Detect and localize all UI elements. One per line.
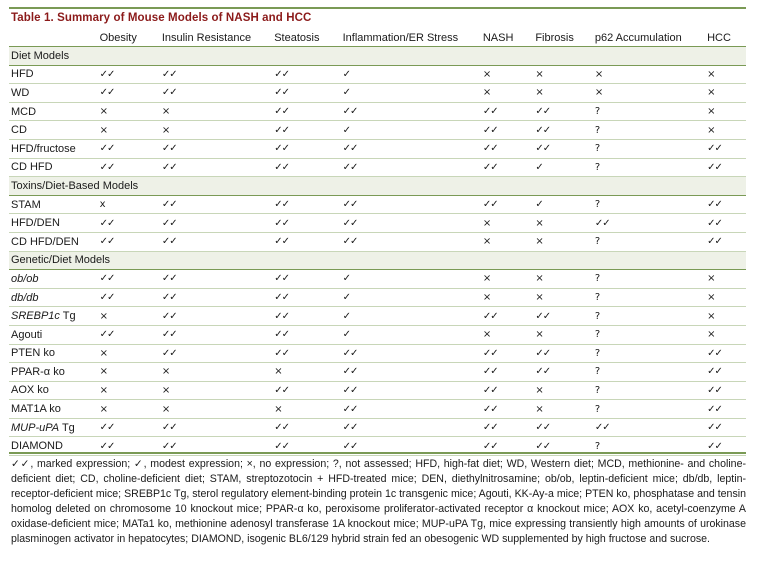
cell-value: ✓ xyxy=(533,158,593,177)
model-name: db/db xyxy=(9,288,98,307)
cell-value: ✓✓ xyxy=(272,139,340,158)
cell-value: ✓✓ xyxy=(341,195,481,214)
cell-value: ✓✓ xyxy=(341,400,481,419)
section-row xyxy=(9,251,746,270)
cell-value: × xyxy=(481,325,533,344)
table-row xyxy=(9,307,746,326)
cell-value: × xyxy=(705,102,746,121)
cell-value: ✓✓ xyxy=(481,381,533,400)
cell-value: × xyxy=(533,232,593,251)
cell-value: ✓✓ xyxy=(481,307,533,326)
cell-value: ✓✓ xyxy=(705,195,746,214)
model-name: Agouti xyxy=(9,325,98,344)
cell-value: ✓✓ xyxy=(160,214,272,233)
table-row xyxy=(9,158,746,177)
cell-value: × xyxy=(98,400,160,419)
cell-value: ✓✓ xyxy=(533,121,593,140)
cell-value: ✓✓ xyxy=(160,158,272,177)
cell-value: ✓✓ xyxy=(160,232,272,251)
cell-value: ✓✓ xyxy=(705,418,746,437)
cell-value: ✓✓ xyxy=(272,418,340,437)
cell-value: × xyxy=(481,65,533,84)
section-label: Genetic/Diet Models xyxy=(9,251,746,270)
table-row xyxy=(9,195,746,214)
cell-value: × xyxy=(533,400,593,419)
table-row xyxy=(9,214,746,233)
cell-value: ✓✓ xyxy=(98,232,160,251)
cell-value: ? xyxy=(593,381,705,400)
cell-value: ? xyxy=(593,307,705,326)
cell-value: ✓✓ xyxy=(481,363,533,382)
cell-value: ✓✓ xyxy=(272,325,340,344)
table-row xyxy=(9,121,746,140)
model-name: MAT1A ko xyxy=(9,400,98,419)
model-name: MCD xyxy=(9,102,98,121)
cell-value: ? xyxy=(593,139,705,158)
mouse-models-table xyxy=(9,29,746,456)
column-header xyxy=(9,29,98,47)
cell-value: ✓✓ xyxy=(160,139,272,158)
cell-value: ✓✓ xyxy=(705,437,746,456)
cell-value: × xyxy=(533,84,593,103)
cell-value: ✓✓ xyxy=(272,102,340,121)
cell-value: ✓✓ xyxy=(272,84,340,103)
cell-value: ✓ xyxy=(341,270,481,289)
cell-value: ✓✓ xyxy=(160,418,272,437)
cell-value: ✓✓ xyxy=(341,344,481,363)
cell-value: ? xyxy=(593,344,705,363)
cell-value: × xyxy=(533,381,593,400)
model-name: SREBP1c Tg xyxy=(9,307,98,326)
cell-value: ✓✓ xyxy=(98,158,160,177)
table-row xyxy=(9,84,746,103)
model-name: HFD xyxy=(9,65,98,84)
model-name: STAM xyxy=(9,195,98,214)
cell-value: ✓✓ xyxy=(481,437,533,456)
cell-value: ✓✓ xyxy=(98,65,160,84)
cell-value: × xyxy=(705,121,746,140)
cell-value: × xyxy=(705,84,746,103)
model-name: MUP-uPA Tg xyxy=(9,418,98,437)
cell-value: ✓✓ xyxy=(272,437,340,456)
cell-value: × xyxy=(533,214,593,233)
model-name: WD xyxy=(9,84,98,103)
column-header: Inflammation/ER Stress xyxy=(341,29,481,47)
cell-value: ✓✓ xyxy=(98,84,160,103)
table-row xyxy=(9,102,746,121)
cell-value: × xyxy=(98,381,160,400)
model-name: CD HFD xyxy=(9,158,98,177)
cell-value: × xyxy=(160,400,272,419)
cell-value: ✓✓ xyxy=(341,363,481,382)
cell-value: ✓✓ xyxy=(341,214,481,233)
cell-value: ✓✓ xyxy=(481,139,533,158)
model-name: AOX ko xyxy=(9,381,98,400)
table-row xyxy=(9,344,746,363)
cell-value: ✓✓ xyxy=(533,344,593,363)
cell-value: × xyxy=(98,344,160,363)
cell-value: ✓✓ xyxy=(533,102,593,121)
cell-value: ? xyxy=(593,232,705,251)
cell-value: ✓✓ xyxy=(705,400,746,419)
model-name: CD HFD/DEN xyxy=(9,232,98,251)
cell-value: ✓✓ xyxy=(533,139,593,158)
cell-value: ✓✓ xyxy=(272,381,340,400)
cell-value: × xyxy=(533,325,593,344)
column-header: p62 Accumulation xyxy=(593,29,705,47)
cell-value: ? xyxy=(593,325,705,344)
cell-value: × xyxy=(98,363,160,382)
cell-value: × xyxy=(481,288,533,307)
cell-value: ✓ xyxy=(341,325,481,344)
cell-value: ✓ xyxy=(533,195,593,214)
cell-value: ✓✓ xyxy=(272,288,340,307)
table-row xyxy=(9,288,746,307)
cell-value: ✓✓ xyxy=(98,270,160,289)
cell-value: ✓✓ xyxy=(341,418,481,437)
cell-value: ✓ xyxy=(341,307,481,326)
cell-value: ✓✓ xyxy=(272,158,340,177)
cell-value: ✓✓ xyxy=(341,102,481,121)
cell-value: ✓✓ xyxy=(481,195,533,214)
cell-value: ✓✓ xyxy=(341,158,481,177)
cell-value: × xyxy=(160,363,272,382)
cell-value: ✓✓ xyxy=(160,195,272,214)
footnote-text: ✓✓, marked expression; ✓, modest expression; ×, no expression; ?, not assessed; HFD, high-fat diet; WD, Western diet; MCD, methionine- and choline-deficient diet; CD, choline-deficient diet; STAM, streptozotocin + HFD-treated mice; DEN, diethylnitrosamine; ob/ob, leptin-deficient mice; db/db, leptin-receptor-deficient mice; SREBP1c Tg, sterol regulatory element-binding protein 1c transgenic mice; Agouti, KK-Ay-a mice; PTEN ko, phosphatase and tensin homolog deleted on chromosome 10 knockout mice; PPAR-α ko, peroxisome proliferator-activated receptor α knockout mice; AOX ko, acetyl-coenzyme A oxidase-deficient mice; MATa1 ko, methionine adenosyl transferase 1A knockout mice; MUP-uPA Tg, mice expressing transiently high amounts of urokinase plasminogen activator in hepatocytes; DIAMOND, isogenic BL6/129 hybrid strain fed an obesogenic WD supplemented by high fructose and sucrose. xyxy=(11,458,746,545)
cell-value: × xyxy=(98,307,160,326)
cell-value: ✓✓ xyxy=(160,65,272,84)
cell-value: ✓ xyxy=(341,121,481,140)
cell-value: ✓✓ xyxy=(341,381,481,400)
cell-value: ✓✓ xyxy=(593,418,705,437)
cell-value: ✓✓ xyxy=(98,214,160,233)
cell-value: × xyxy=(533,288,593,307)
cell-value: ✓✓ xyxy=(98,418,160,437)
cell-value: ✓✓ xyxy=(272,270,340,289)
section-label: Toxins/Diet-Based Models xyxy=(9,177,746,196)
table-row xyxy=(9,325,746,344)
header-row xyxy=(9,29,746,47)
cell-value: × xyxy=(533,270,593,289)
section-label: Diet Models xyxy=(9,47,746,66)
cell-value: ✓✓ xyxy=(160,307,272,326)
table-row xyxy=(9,363,746,382)
column-header: Insulin Resistance xyxy=(160,29,272,47)
cell-value: ✓✓ xyxy=(705,158,746,177)
cell-value: ? xyxy=(593,400,705,419)
cell-value: ✓✓ xyxy=(341,139,481,158)
cell-value: × xyxy=(272,400,340,419)
cell-value: ✓✓ xyxy=(481,102,533,121)
cell-value: ✓✓ xyxy=(533,437,593,456)
cell-value: × xyxy=(481,270,533,289)
cell-value: ? xyxy=(593,363,705,382)
cell-value: ✓✓ xyxy=(341,232,481,251)
cell-value: ✓✓ xyxy=(98,325,160,344)
cell-value: ✓✓ xyxy=(160,325,272,344)
table-row xyxy=(9,400,746,419)
cell-value: ? xyxy=(593,195,705,214)
cell-value: x xyxy=(98,195,160,214)
cell-value: ✓✓ xyxy=(272,307,340,326)
column-header: NASH xyxy=(481,29,533,47)
model-name: HFD/DEN xyxy=(9,214,98,233)
cell-value: × xyxy=(98,121,160,140)
cell-value: ? xyxy=(593,437,705,456)
cell-value: ? xyxy=(593,270,705,289)
column-header: HCC xyxy=(705,29,746,47)
cell-value: × xyxy=(593,65,705,84)
cell-value: ✓✓ xyxy=(272,195,340,214)
table-row xyxy=(9,139,746,158)
column-header: Fibrosis xyxy=(533,29,593,47)
cell-value: × xyxy=(160,121,272,140)
cell-value: × xyxy=(481,232,533,251)
cell-value: ✓✓ xyxy=(272,65,340,84)
cell-value: × xyxy=(160,381,272,400)
cell-value: ✓✓ xyxy=(272,344,340,363)
table-row xyxy=(9,381,746,400)
cell-value: ✓✓ xyxy=(593,214,705,233)
cell-value: × xyxy=(705,288,746,307)
cell-value: ? xyxy=(593,288,705,307)
cell-value: ✓✓ xyxy=(481,158,533,177)
cell-value: ✓✓ xyxy=(160,84,272,103)
footnote xyxy=(11,457,746,547)
cell-value: × xyxy=(272,363,340,382)
column-header: Steatosis xyxy=(272,29,340,47)
model-name: ob/ob xyxy=(9,270,98,289)
cell-value: ✓✓ xyxy=(705,232,746,251)
table-row xyxy=(9,232,746,251)
table-title: Table 1. Summary of Mouse Models of NASH and HCC xyxy=(11,12,312,24)
cell-value: ✓✓ xyxy=(705,139,746,158)
model-name: PTEN ko xyxy=(9,344,98,363)
cell-value: × xyxy=(705,65,746,84)
table-row xyxy=(9,65,746,84)
cell-value: ✓✓ xyxy=(533,363,593,382)
top-rule xyxy=(9,7,746,9)
cell-value: ✓✓ xyxy=(98,139,160,158)
cell-value: × xyxy=(481,84,533,103)
table-row xyxy=(9,418,746,437)
cell-value: ✓✓ xyxy=(533,307,593,326)
cell-value: × xyxy=(98,102,160,121)
cell-value: ✓✓ xyxy=(272,121,340,140)
cell-value: ✓✓ xyxy=(705,214,746,233)
cell-value: ✓✓ xyxy=(341,437,481,456)
cell-value: × xyxy=(593,84,705,103)
bottom-rule xyxy=(9,452,746,454)
cell-value: ✓✓ xyxy=(481,344,533,363)
model-name: PPAR-α ko xyxy=(9,363,98,382)
cell-value: × xyxy=(160,102,272,121)
cell-value: ✓✓ xyxy=(160,288,272,307)
cell-value: ✓✓ xyxy=(272,214,340,233)
cell-value: ✓✓ xyxy=(481,418,533,437)
cell-value: ✓✓ xyxy=(160,270,272,289)
cell-value: ✓✓ xyxy=(272,232,340,251)
cell-value: × xyxy=(705,270,746,289)
cell-value: × xyxy=(705,325,746,344)
cell-value: ? xyxy=(593,121,705,140)
table-row xyxy=(9,270,746,289)
cell-value: ✓✓ xyxy=(481,400,533,419)
section-row xyxy=(9,177,746,196)
model-name: CD xyxy=(9,121,98,140)
cell-value: ✓ xyxy=(341,288,481,307)
cell-value: ✓ xyxy=(341,84,481,103)
section-row xyxy=(9,47,746,66)
cell-value: ✓✓ xyxy=(705,381,746,400)
cell-value: ✓✓ xyxy=(533,418,593,437)
cell-value: ? xyxy=(593,158,705,177)
column-header: Obesity xyxy=(98,29,160,47)
cell-value: × xyxy=(533,65,593,84)
cell-value: ✓✓ xyxy=(160,344,272,363)
cell-value: ✓✓ xyxy=(98,437,160,456)
cell-value: ✓✓ xyxy=(705,344,746,363)
model-name: HFD/fructose xyxy=(9,139,98,158)
cell-value: ✓ xyxy=(341,65,481,84)
cell-value: × xyxy=(481,214,533,233)
cell-value: ✓✓ xyxy=(481,121,533,140)
cell-value: ✓✓ xyxy=(160,437,272,456)
cell-value: ? xyxy=(593,102,705,121)
cell-value: × xyxy=(705,307,746,326)
model-name: DIAMOND xyxy=(9,437,98,456)
table-body xyxy=(9,47,746,456)
cell-value: ✓✓ xyxy=(705,363,746,382)
cell-value: ✓✓ xyxy=(98,288,160,307)
